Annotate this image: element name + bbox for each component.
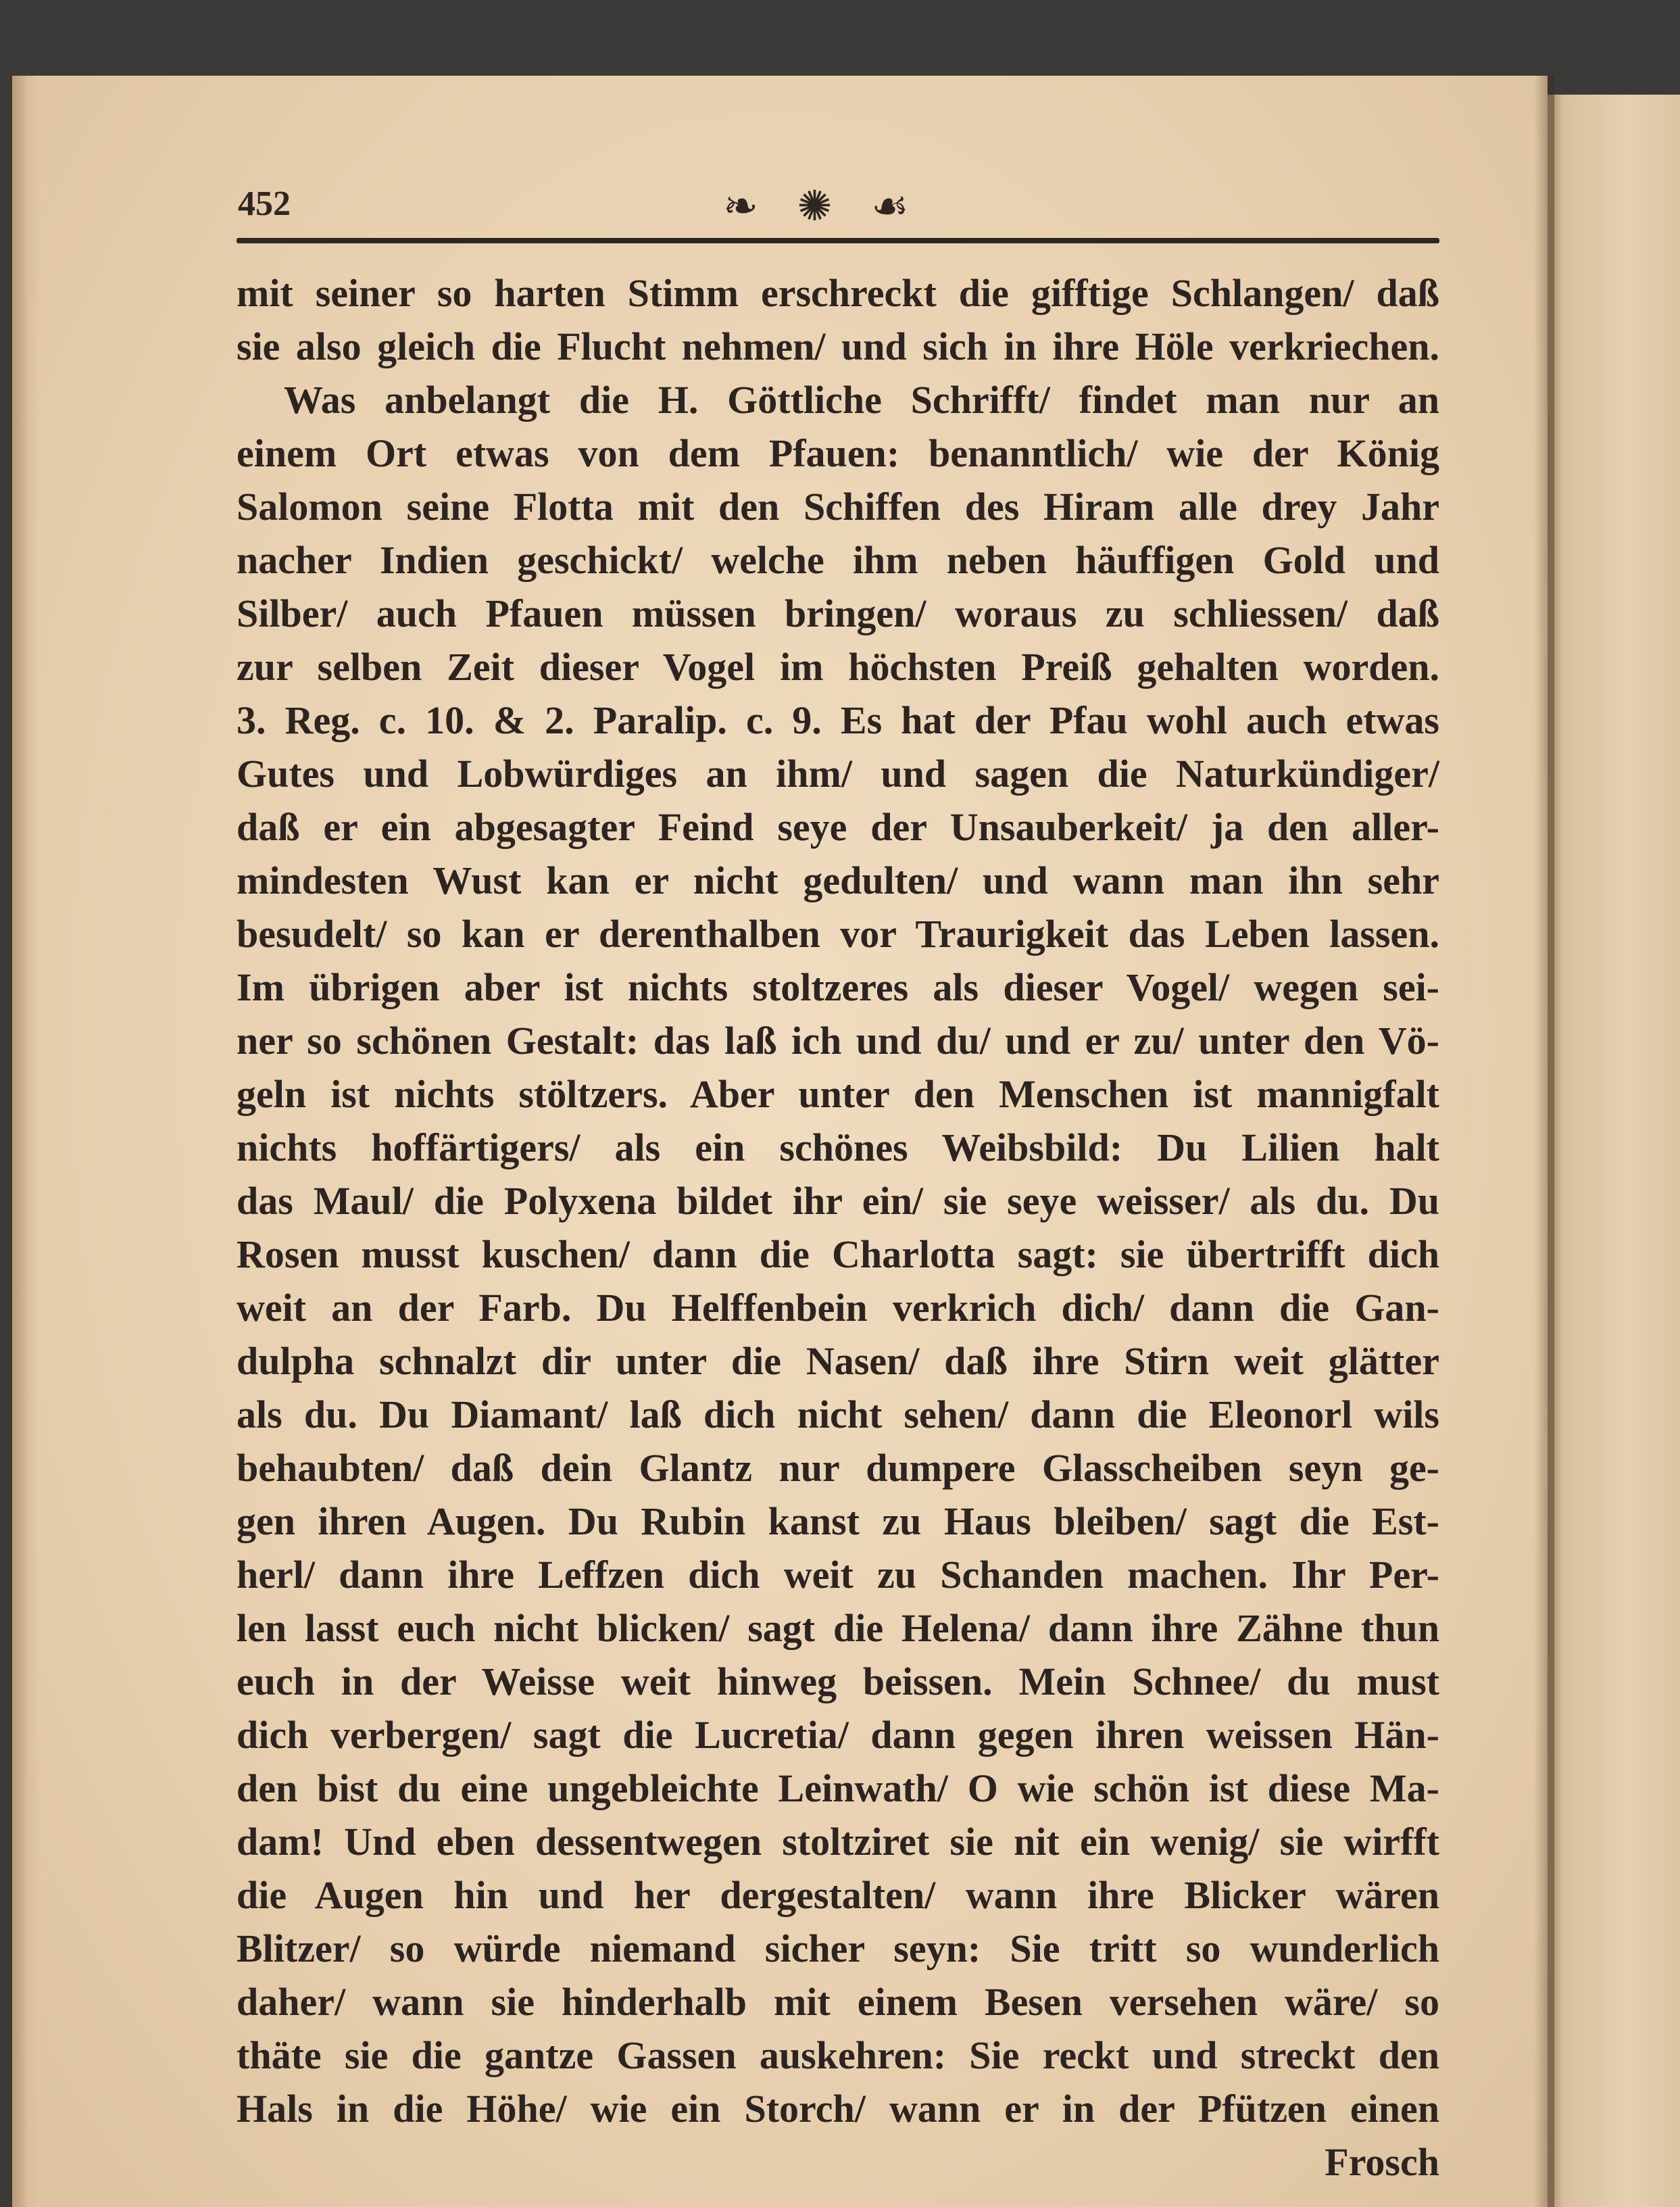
text-line: euch in der Weisse weit hinweg beissen. Mein Schnee/ du must	[237, 1659, 1439, 1703]
header-ornament-icon: ❧ ✺ ☙	[723, 181, 921, 231]
text-line: daher/ wann sie hinderhalb mit einem Besen versehen wäre/ so	[237, 1980, 1439, 2024]
text-line: len lasst euch nicht blicken/ sagt die Helena/ dann ihre Zähne thun	[237, 1606, 1439, 1650]
text-line: das Maul/ die Polyxena bildet ihr ein/ sie seye weisser/ als du. Du	[237, 1179, 1439, 1223]
text-line: besudelt/ so kan er derenthalben vor Traurigkeit das Leben lassen.	[237, 912, 1439, 956]
text-line: den bist du eine ungebleichte Leinwath/ O wie schön ist diese Ma-	[237, 1766, 1439, 1810]
gutter-shadow	[1534, 76, 1554, 2207]
text-line: Gutes und Lobwürdiges an ihm/ und sagen die Naturkündiger/	[237, 752, 1439, 796]
catchword: Frosch	[1325, 2140, 1439, 2184]
text-line: nacher Indien geschickt/ welche ihm neben häuffigen Gold und	[237, 538, 1439, 582]
text-line: daß er ein abgesagter Feind seye der Unsauberkeit/ ja den aller-	[237, 805, 1439, 849]
text-line: gen ihren Augen. Du Rubin kanst zu Haus bleiben/ sagt die Est-	[237, 1499, 1439, 1543]
text-line: 3. Reg. c. 10. & 2. Paralip. c. 9. Es hat der Pfau wohl auch etwas	[237, 698, 1439, 742]
text-line: geln ist nichts stöltzers. Aber unter den Menschen ist mannigfalt	[237, 1072, 1439, 1116]
text-line: die Augen hin und her dergestalten/ wann ihre Blicker wären	[237, 1873, 1439, 1917]
text-line: Silber/ auch Pfauen müssen bringen/ woraus zu schliessen/ daß	[237, 591, 1439, 635]
header-rule	[237, 238, 1439, 243]
text-line: Salomon seine Flotta mit den Schiffen des Hiram alle drey Jahr	[237, 485, 1439, 529]
text-line: Im übrigen aber ist nichts stoltzeres als dieser Vogel/ wegen sei-	[237, 965, 1439, 1009]
text-line: weit an der Farb. Du Helffenbein verkrich dich/ dann die Gan-	[237, 1286, 1439, 1330]
text-line: dam! Und eben dessentwegen stoltziret sie nit ein wenig/ sie wirfft	[237, 1820, 1439, 1864]
page-edge	[12, 76, 39, 2207]
text-line: einem Ort etwas von dem Pfauen: benanntlich/ wie der König	[237, 431, 1439, 475]
text-line: dich verbergen/ sagt die Lucretia/ dann gegen ihren weissen Hän-	[237, 1713, 1439, 1757]
text-line: ner so schönen Gestalt: das laß ich und du/ und er zu/ unter den Vö-	[237, 1019, 1439, 1063]
text-line: thäte sie die gantze Gassen auskehren: Sie reckt und streckt den	[237, 2033, 1439, 2077]
text-line: dulpha schnalzt dir unter die Nasen/ daß ihre Stirn weit glätter	[237, 1339, 1439, 1383]
text-line: zur selben Zeit dieser Vogel im höchsten Preiß gehalten worden.	[237, 645, 1439, 689]
text-line: Rosen musst kuschen/ dann die Charlotta sagt: sie übertrifft dich	[237, 1232, 1439, 1276]
adjacent-page	[1548, 95, 1680, 2207]
text-line: mit seiner so harten Stimm erschreckt die gifftige Schlangen/ daß	[237, 271, 1439, 315]
body-text	[237, 270, 1439, 2193]
text-line: nichts hoffärtigers/ als ein schönes Weibsbild: Du Lilien halt	[237, 1125, 1439, 1169]
page-number: 452	[238, 185, 291, 223]
text-line: mindesten Wust kan er nicht gedulten/ und wann man ihn sehr	[237, 858, 1439, 902]
text-line: Was anbelangt die H. Göttliche Schrifft/ findet man nur an	[284, 378, 1439, 422]
text-line: herl/ dann ihre Leffzen dich weit zu Schanden machen. Ihr Per-	[237, 1553, 1439, 1597]
text-line: Blitzer/ so würde niemand sicher seyn: Sie tritt so wunderlich	[237, 1926, 1439, 1970]
text-line: behaubten/ daß dein Glantz nur dumpere Glasscheiben seyn ge-	[237, 1446, 1439, 1490]
text-line: Hals in die Höhe/ wie ein Storch/ wann er in der Pfützen einen	[237, 2087, 1439, 2131]
text-line: als du. Du Diamant/ laß dich nicht sehen/ dann die Eleonorl wils	[237, 1392, 1439, 1436]
text-line: sie also gleich die Flucht nehmen/ und sich in ihre Höle verkriechen.	[237, 324, 1439, 368]
